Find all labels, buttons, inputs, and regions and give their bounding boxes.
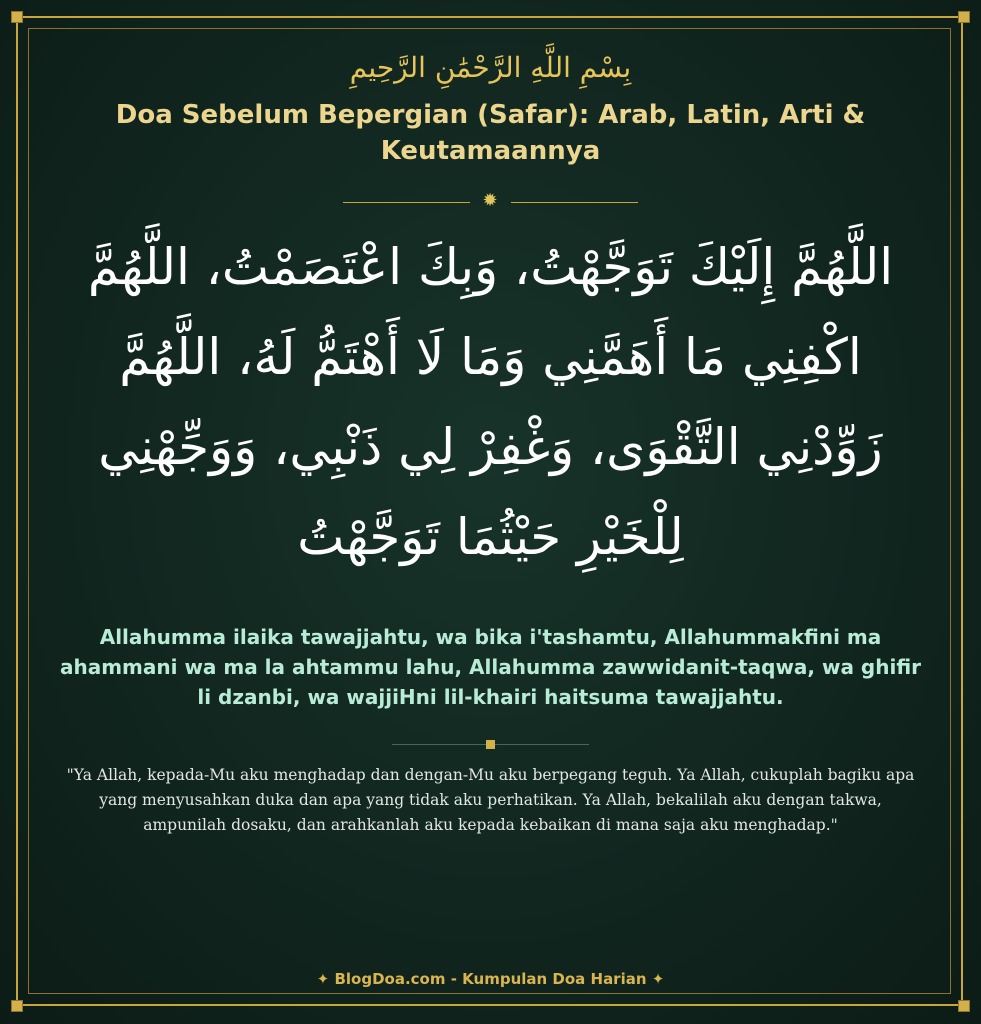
basmala: بِسْمِ اللَّهِ الرَّحْمَٰنِ الرَّحِيمِ bbox=[349, 51, 632, 84]
ornament-divider-middle bbox=[0, 744, 981, 745]
page-title: Doa Sebelum Bepergian (Safar): Arab, Latin, Arti & Keutamaannya bbox=[115, 100, 866, 166]
dua-arabic-text: اللَّهُمَّ إِلَيْكَ تَوَجَّهْتُ، وَبِكَ اعْتَصَمْتُ، اللَّهُمَّ اكْفِنِي مَا أَهَمَّنِي وَمَا لَا أَهْتَمُّ لَهُ، اللَّهُمَّ زَوِّدْنِي التَّقْوَى، وَغْفِرْ لِي ذَنْبِي، وَوَجِّهْنِي لِلْخَيْرِ حَيْثُمَا تَوَجَّهْتُ bbox=[87, 238, 894, 566]
square-ornament-icon bbox=[486, 740, 495, 749]
sparkle-icon: ✦ bbox=[316, 970, 330, 988]
dua-translation: "Ya Allah, kepada-Mu aku menghadap dan dengan-Mu aku berpegang teguh. Ya Allah, cukuplah bagiku apa yang menyusahkan duka dan apa yang tidak aku perhatikan. Ya Allah, bekalilah aku dengan takwa, ampunilah dosaku, dan arahkanlah aku kepada kebaikan di mana saja aku menghadap." bbox=[66, 766, 915, 834]
footer-credit bbox=[0, 970, 981, 988]
sparkle-icon: ✦ bbox=[651, 970, 665, 988]
footer-text: BlogDoa.com - Kumpulan Doa Harian bbox=[334, 970, 647, 988]
corner-ornament-bottom-right bbox=[958, 1000, 970, 1012]
star-ornament-icon: ✹ bbox=[482, 190, 498, 211]
dua-latin-transliteration: Allahumma ilaika tawajjahtu, wa bika i'tashamtu, Allahummakfini ma ahammani wa ma la ahtammu lahu, Allahumma zawwidanit-taqwa, wa ghifir li dzanbi, wa wajjiHni lil-khairi haitsuma tawajjahtu. bbox=[59, 625, 922, 709]
corner-ornament-top-left bbox=[11, 11, 23, 23]
ornament-divider-top bbox=[0, 190, 981, 211]
corner-ornament-top-right bbox=[958, 11, 970, 23]
corner-ornament-bottom-left bbox=[11, 1000, 23, 1012]
